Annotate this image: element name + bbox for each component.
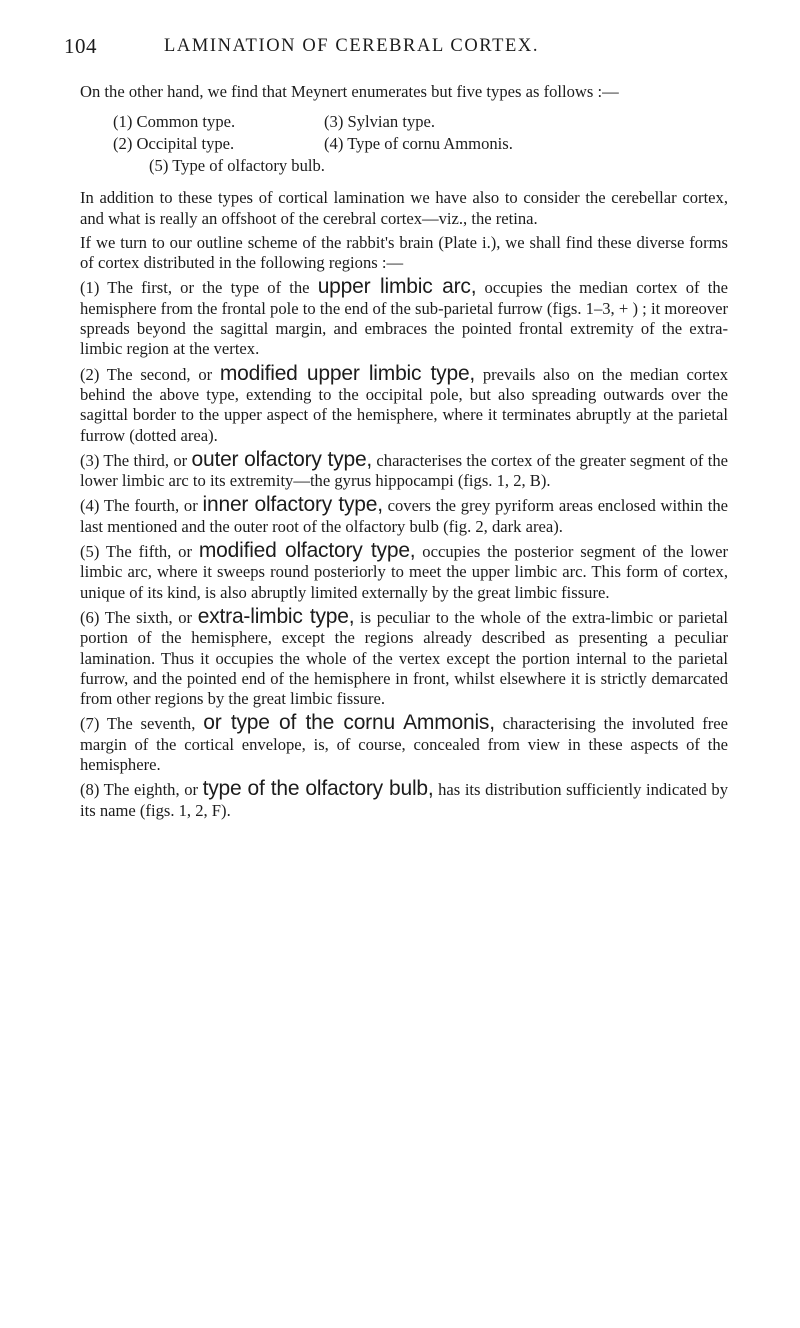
region-heading: upper limbic arc,	[317, 275, 477, 299]
region-text: has its distribution sufficiently indicated by its name (figs. 1, 2, F).	[80, 780, 728, 820]
region-lead: (8) The eighth, or	[80, 780, 203, 800]
page-header	[64, 34, 734, 68]
list-row	[113, 134, 728, 156]
list-item: (1) Common type.	[113, 112, 236, 132]
list-item: (4) Type of cornu Ammonis.	[324, 134, 513, 154]
body-text	[80, 82, 728, 825]
list-item: (2) Occipital type.	[113, 134, 235, 154]
region-text: prevails also on the median cortex behind the above type, extending to the occipital pole, but also spreading outwards over the sagittal border to the upper aspect of the hemisphere, where it terminates abruptly at the parietal furrow (dotted area).	[80, 364, 728, 445]
region-heading: inner olfactory type,	[202, 493, 383, 517]
region-text: covers the grey pyriform areas enclosed within the last mentioned and the outer root of the olfactory bulb (fig. 2, dark area).	[80, 496, 728, 536]
region-paragraph-6	[80, 604, 728, 709]
region-lead: (4) The fourth, or	[80, 496, 203, 516]
region-heading: modified olfactory type,	[198, 539, 416, 563]
region-text: occupies the posterior segment of the lower limbic arc, where it sweeps round posteriorly to meet the upper limbic arc. This form of cortex, unique of its kind, is also abruptly limited externally by the great limbic fissure.	[80, 542, 728, 602]
region-text: characterises the cortex of the greater segment of the lower limbic arc to its extremity—the gyrus hippocampi (figs. 1, 2, B).	[80, 450, 728, 491]
region-text: characterising the involuted free margin of the cortical envelope, is, of course, concealed from view in these aspects of the hemisphere.	[80, 714, 728, 775]
region-paragraph-3	[80, 447, 728, 492]
addition-paragraph: In addition to these types of cortical lamination we have also to consider the cerebellar cortex, and what is really an offshoot of the cerebral cortex—viz., the retina.	[80, 188, 728, 228]
region-text: is peculiar to the whole of the extra-limbic or parietal portion of the hemisphere, except the regions already described as presenting a peculiar lamination. Thus it occupies the whole of the vertex except the portion internal to the parietal furrow, and the pointed end of the hemisphere in front, whilst elsewhere it is strictly demarcated from other regions by the great limbic fissure.	[80, 607, 728, 709]
list-row	[113, 156, 728, 178]
region-text: occupies the median cortex of the hemisphere from the frontal pole to the end of the sub-parietal furrow (figs. 1–3, + ) ; it moreover spreads beyond the sagittal margin, and embraces the pointed frontal extremity of the extra-limbic region at the vertex.	[80, 278, 729, 359]
region-heading: modified upper limbic type,	[219, 361, 476, 385]
list-row	[113, 112, 728, 134]
region-lead: (2) The second, or	[80, 364, 220, 384]
list-item: (5) Type of olfactory bulb.	[149, 156, 325, 176]
region-paragraph-8	[80, 779, 728, 821]
region-paragraph-7	[80, 713, 728, 775]
region-heading: extra-limbic type,	[197, 604, 355, 628]
list-item: (3) Sylvian type.	[324, 112, 436, 132]
region-paragraph-1	[80, 277, 728, 359]
region-lead: (1) The first, or the type of the	[80, 278, 318, 298]
scheme-paragraph: If we turn to our outline scheme of the rabbit's brain (Plate i.), we shall find these diverse forms of cortex distributed in the following regions :—	[80, 232, 728, 273]
region-heading: type of the olfactory bulb,	[202, 777, 434, 801]
running-head: LAMINATION OF CEREBRAL CORTEX.	[164, 36, 540, 56]
region-lead: (5) The fifth, or	[80, 542, 199, 562]
meynert-types-list	[80, 112, 728, 178]
region-lead: (7) The seventh,	[80, 714, 204, 734]
region-paragraph-2	[80, 361, 728, 446]
intro-paragraph: On the other hand, we find that Meynert enumerates but five types as follows :—	[80, 82, 619, 101]
region-heading: or type of the cornu Ammonis,	[203, 711, 495, 735]
region-paragraph-4	[80, 495, 728, 537]
region-paragraph-5	[80, 541, 728, 603]
region-heading: outer olfactory type,	[191, 447, 373, 471]
region-lead: (3) The third, or	[80, 450, 192, 470]
region-lead: (6) The sixth, or	[80, 607, 198, 627]
page-number: 104	[64, 34, 97, 58]
